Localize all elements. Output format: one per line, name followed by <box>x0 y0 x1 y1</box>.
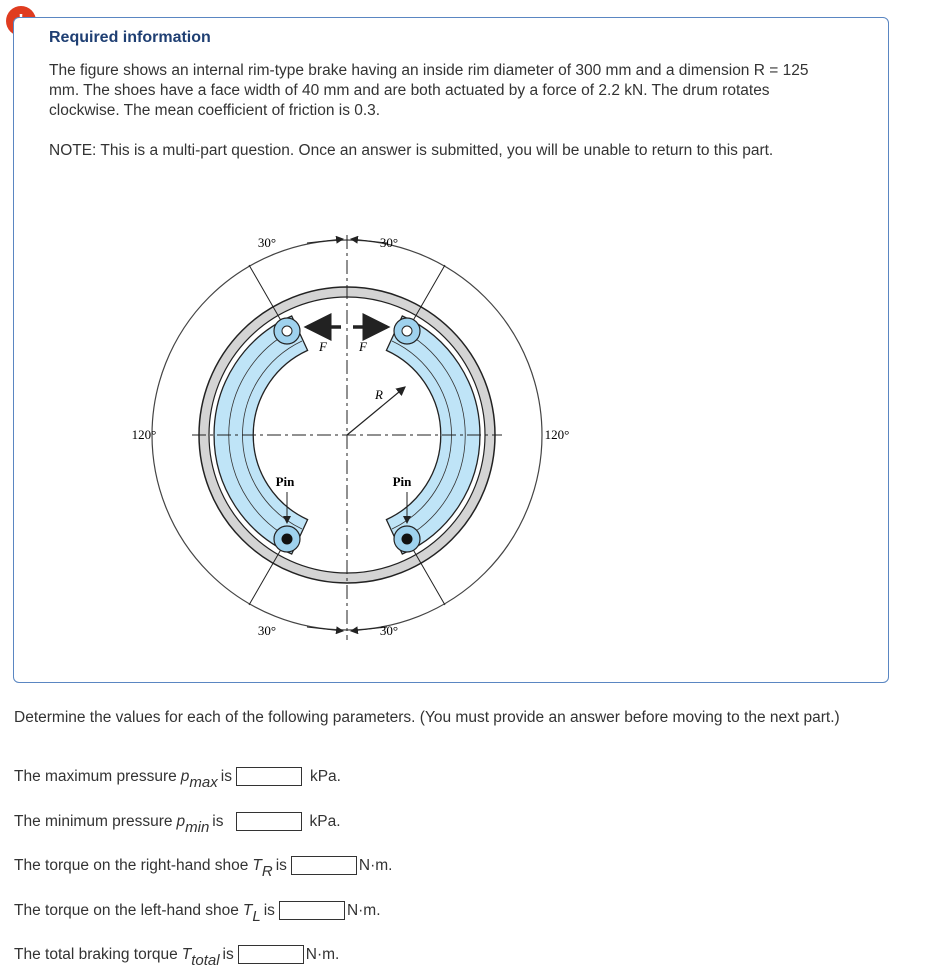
card-title: Required information <box>49 29 211 46</box>
question-label: The torque on the right-hand shoe <box>14 856 249 874</box>
question-unit: kPa. <box>309 767 341 785</box>
question-subscript: R <box>261 863 273 880</box>
question-is: is <box>212 812 224 830</box>
question-symbol: p <box>176 812 186 830</box>
question-max-pressure <box>14 767 341 791</box>
label-force-right: F <box>359 339 367 354</box>
question-subscript: total <box>191 952 220 969</box>
question-unit: N·m. <box>346 901 381 919</box>
question-is: is <box>220 767 232 785</box>
question-min-pressure <box>14 812 341 836</box>
question-unit: N·m. <box>305 945 340 963</box>
question-label: The maximum pressure <box>14 767 177 785</box>
label-radius: R <box>375 387 383 402</box>
max-pressure-input[interactable] <box>236 767 302 786</box>
question-unit: kPa. <box>309 812 341 830</box>
question-subscript: max <box>189 774 218 791</box>
question-total-torque <box>14 945 340 969</box>
label-force-left: F <box>319 339 327 354</box>
instruction-text: Determine the values for each of the following parameters. (You must provide an answer before moving to the next part.) <box>14 709 840 726</box>
question-symbol: T <box>181 945 192 963</box>
angle-bottom-left: 30° <box>257 623 277 638</box>
angle-top-left: 30° <box>257 235 277 250</box>
question-right-torque <box>14 856 393 880</box>
angle-right: 120° <box>544 427 570 442</box>
question-symbol: p <box>180 767 190 785</box>
note-text: NOTE: This is a multi-part question. Once an answer is submitted, you will be unable to return to this part. <box>49 142 774 159</box>
total-torque-input[interactable] <box>238 945 304 964</box>
question-is: is <box>275 856 287 874</box>
angle-top-right: 30° <box>379 235 399 250</box>
min-pressure-input[interactable] <box>236 812 302 831</box>
question-label: The torque on the left-hand shoe <box>14 901 239 919</box>
question-label: The minimum pressure <box>14 812 173 830</box>
left-torque-input[interactable] <box>279 901 345 920</box>
brake-figure <box>115 220 575 660</box>
label-pin-right: Pin <box>392 474 412 489</box>
right-torque-input[interactable] <box>291 856 357 875</box>
question-label: The total braking torque <box>14 945 178 963</box>
problem-statement: The figure shows an internal rim-type brake having an inside rim diameter of 300 mm and a dimension R = 125 mm. The shoes have a face width of 40 mm and are both actuated by a force of 2.2 kN. The drum rotates clockwise. The mean coefficient of friction is 0.3. <box>49 62 809 119</box>
question-unit: N·m. <box>358 856 393 874</box>
question-subscript: min <box>185 819 210 836</box>
question-symbol: T <box>242 901 253 919</box>
question-is: is <box>263 901 275 919</box>
question-symbol: T <box>252 856 262 874</box>
question-is: is <box>222 945 234 963</box>
angle-left: 120° <box>131 427 157 442</box>
label-pin-left: Pin <box>275 474 295 489</box>
question-subscript: L <box>252 908 261 925</box>
question-left-torque <box>14 901 381 925</box>
angle-bottom-right: 30° <box>379 623 399 638</box>
